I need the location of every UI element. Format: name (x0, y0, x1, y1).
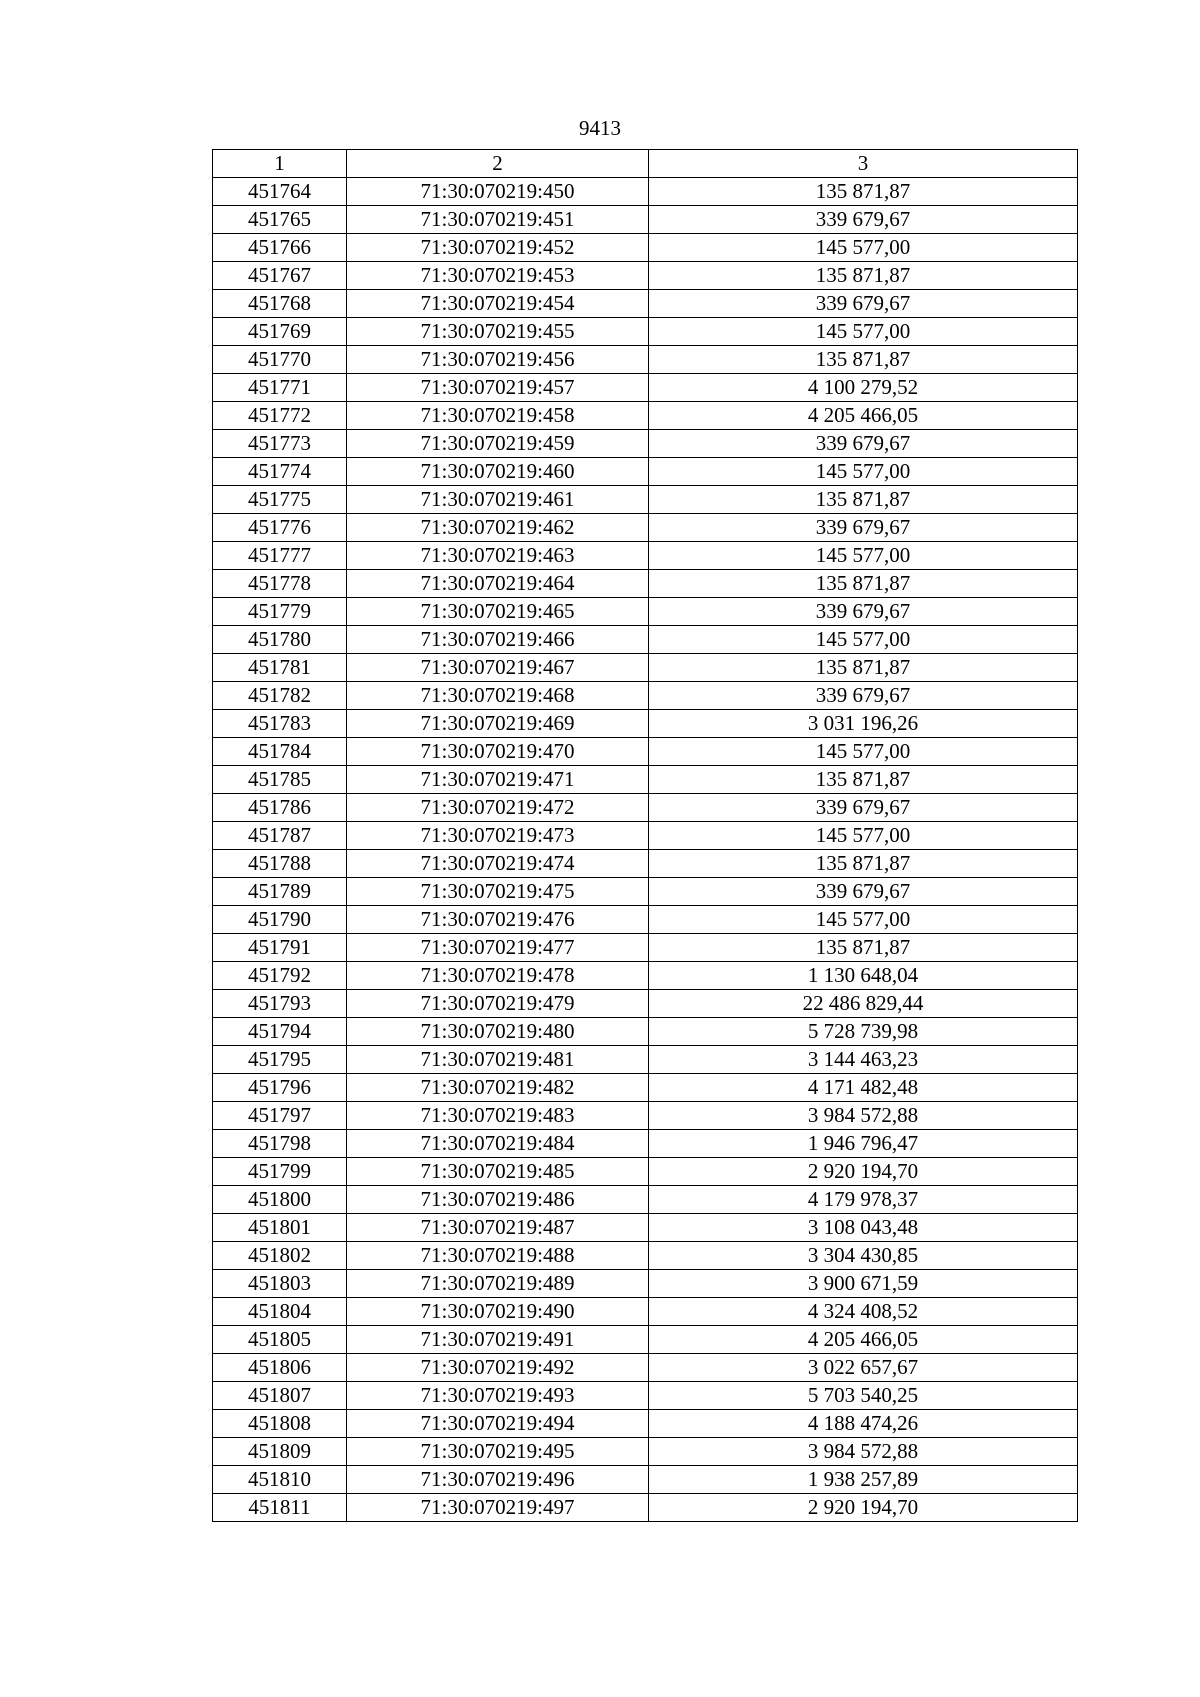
value-cell: 145 577,00 (649, 234, 1078, 262)
table-row (213, 318, 1078, 346)
table-row (213, 1158, 1078, 1186)
row-number-cell: 451811 (213, 1494, 347, 1522)
row-number-cell: 451780 (213, 626, 347, 654)
value-cell: 1 946 796,47 (649, 1130, 1078, 1158)
value-cell: 2 920 194,70 (649, 1494, 1078, 1522)
table-row (213, 1046, 1078, 1074)
cadastral-number-cell: 71:30:070219:451 (347, 206, 649, 234)
value-cell: 3 984 572,88 (649, 1438, 1078, 1466)
table-row (213, 206, 1078, 234)
value-cell: 4 179 978,37 (649, 1186, 1078, 1214)
value-cell: 135 871,87 (649, 654, 1078, 682)
value-cell: 4 171 482,48 (649, 1074, 1078, 1102)
value-cell: 2 920 194,70 (649, 1158, 1078, 1186)
table-row (213, 178, 1078, 206)
table-row (213, 1270, 1078, 1298)
cadastral-number-cell: 71:30:070219:492 (347, 1354, 649, 1382)
cadastral-number-cell: 71:30:070219:480 (347, 1018, 649, 1046)
value-cell: 339 679,67 (649, 206, 1078, 234)
table-header-row (213, 150, 1078, 178)
value-cell: 135 871,87 (649, 178, 1078, 206)
cadastral-number-cell: 71:30:070219:472 (347, 794, 649, 822)
value-cell: 145 577,00 (649, 626, 1078, 654)
row-number-cell: 451776 (213, 514, 347, 542)
cadastral-number-cell: 71:30:070219:476 (347, 906, 649, 934)
value-cell: 135 871,87 (649, 850, 1078, 878)
row-number-cell: 451807 (213, 1382, 347, 1410)
cadastral-number-cell: 71:30:070219:491 (347, 1326, 649, 1354)
header-cell-2: 2 (347, 150, 649, 178)
row-number-cell: 451772 (213, 402, 347, 430)
table-row (213, 570, 1078, 598)
value-cell: 145 577,00 (649, 822, 1078, 850)
table-row (213, 542, 1078, 570)
row-number-cell: 451793 (213, 990, 347, 1018)
row-number-cell: 451779 (213, 598, 347, 626)
table-row (213, 1354, 1078, 1382)
table-row (213, 430, 1078, 458)
value-cell: 135 871,87 (649, 766, 1078, 794)
value-cell: 145 577,00 (649, 318, 1078, 346)
cadastral-number-cell: 71:30:070219:454 (347, 290, 649, 318)
row-number-cell: 451806 (213, 1354, 347, 1382)
table-body (213, 150, 1078, 1522)
row-number-cell: 451799 (213, 1158, 347, 1186)
row-number-cell: 451805 (213, 1326, 347, 1354)
cadastral-number-cell: 71:30:070219:477 (347, 934, 649, 962)
table-row (213, 934, 1078, 962)
row-number-cell: 451771 (213, 374, 347, 402)
row-number-cell: 451802 (213, 1242, 347, 1270)
table-row (213, 962, 1078, 990)
row-number-cell: 451788 (213, 850, 347, 878)
value-cell: 3 984 572,88 (649, 1102, 1078, 1130)
table-row (213, 682, 1078, 710)
cadastral-number-cell: 71:30:070219:487 (347, 1214, 649, 1242)
row-number-cell: 451764 (213, 178, 347, 206)
table-row (213, 1382, 1078, 1410)
row-number-cell: 451766 (213, 234, 347, 262)
table-row (213, 822, 1078, 850)
row-number-cell: 451796 (213, 1074, 347, 1102)
table-row (213, 654, 1078, 682)
row-number-cell: 451782 (213, 682, 347, 710)
cadastral-number-cell: 71:30:070219:479 (347, 990, 649, 1018)
value-cell: 3 304 430,85 (649, 1242, 1078, 1270)
row-number-cell: 451778 (213, 570, 347, 598)
cadastral-number-cell: 71:30:070219:458 (347, 402, 649, 430)
value-cell: 22 486 829,44 (649, 990, 1078, 1018)
table-row (213, 262, 1078, 290)
table-row (213, 738, 1078, 766)
value-cell: 135 871,87 (649, 262, 1078, 290)
row-number-cell: 451786 (213, 794, 347, 822)
table-row (213, 290, 1078, 318)
row-number-cell: 451803 (213, 1270, 347, 1298)
cadastral-number-cell: 71:30:070219:466 (347, 626, 649, 654)
cadastral-number-cell: 71:30:070219:470 (347, 738, 649, 766)
cadastral-number-cell: 71:30:070219:456 (347, 346, 649, 374)
value-cell: 339 679,67 (649, 878, 1078, 906)
table-row (213, 1438, 1078, 1466)
row-number-cell: 451784 (213, 738, 347, 766)
header-cell-3: 3 (649, 150, 1078, 178)
value-cell: 4 188 474,26 (649, 1410, 1078, 1438)
table-row (213, 906, 1078, 934)
cadastral-number-cell: 71:30:070219:453 (347, 262, 649, 290)
value-cell: 145 577,00 (649, 738, 1078, 766)
table-row (213, 990, 1078, 1018)
cadastral-number-cell: 71:30:070219:482 (347, 1074, 649, 1102)
value-cell: 339 679,67 (649, 794, 1078, 822)
table-row (213, 878, 1078, 906)
cadastral-number-cell: 71:30:070219:460 (347, 458, 649, 486)
row-number-cell: 451768 (213, 290, 347, 318)
value-cell: 5 703 540,25 (649, 1382, 1078, 1410)
cadastral-number-cell: 71:30:070219:490 (347, 1298, 649, 1326)
cadastral-number-cell: 71:30:070219:478 (347, 962, 649, 990)
row-number-cell: 451769 (213, 318, 347, 346)
row-number-cell: 451785 (213, 766, 347, 794)
header-cell-1: 1 (213, 150, 347, 178)
row-number-cell: 451810 (213, 1466, 347, 1494)
cadastral-number-cell: 71:30:070219:486 (347, 1186, 649, 1214)
table-row (213, 346, 1078, 374)
cadastral-number-cell: 71:30:070219:474 (347, 850, 649, 878)
cadastral-number-cell: 71:30:070219:484 (347, 1130, 649, 1158)
value-cell: 339 679,67 (649, 598, 1078, 626)
table-row (213, 626, 1078, 654)
cadastral-number-cell: 71:30:070219:467 (347, 654, 649, 682)
cadastral-number-cell: 71:30:070219:488 (347, 1242, 649, 1270)
cadastral-number-cell: 71:30:070219:497 (347, 1494, 649, 1522)
table-row (213, 458, 1078, 486)
table-row (213, 374, 1078, 402)
value-cell: 135 871,87 (649, 346, 1078, 374)
cadastral-number-cell: 71:30:070219:483 (347, 1102, 649, 1130)
value-cell: 4 205 466,05 (649, 1326, 1078, 1354)
table-row (213, 1298, 1078, 1326)
table-row (213, 1186, 1078, 1214)
cadastral-number-cell: 71:30:070219:495 (347, 1438, 649, 1466)
row-number-cell: 451800 (213, 1186, 347, 1214)
cadastral-number-cell: 71:30:070219:496 (347, 1466, 649, 1494)
row-number-cell: 451804 (213, 1298, 347, 1326)
table-row (213, 1214, 1078, 1242)
cadastral-value-table (212, 149, 1078, 1522)
cadastral-number-cell: 71:30:070219:468 (347, 682, 649, 710)
cadastral-number-cell: 71:30:070219:459 (347, 430, 649, 458)
row-number-cell: 451773 (213, 430, 347, 458)
row-number-cell: 451792 (213, 962, 347, 990)
value-cell: 1 938 257,89 (649, 1466, 1078, 1494)
cadastral-number-cell: 71:30:070219:481 (347, 1046, 649, 1074)
table-row (213, 234, 1078, 262)
cadastral-number-cell: 71:30:070219:489 (347, 1270, 649, 1298)
row-number-cell: 451808 (213, 1410, 347, 1438)
table-row (213, 794, 1078, 822)
cadastral-number-cell: 71:30:070219:462 (347, 514, 649, 542)
row-number-cell: 451787 (213, 822, 347, 850)
table-row (213, 766, 1078, 794)
value-cell: 135 871,87 (649, 934, 1078, 962)
row-number-cell: 451801 (213, 1214, 347, 1242)
value-cell: 4 100 279,52 (649, 374, 1078, 402)
value-cell: 3 900 671,59 (649, 1270, 1078, 1298)
table-row (213, 1410, 1078, 1438)
row-number-cell: 451783 (213, 710, 347, 738)
value-cell: 339 679,67 (649, 290, 1078, 318)
value-cell: 4 205 466,05 (649, 402, 1078, 430)
value-cell: 135 871,87 (649, 570, 1078, 598)
cadastral-number-cell: 71:30:070219:475 (347, 878, 649, 906)
row-number-cell: 451797 (213, 1102, 347, 1130)
row-number-cell: 451798 (213, 1130, 347, 1158)
value-cell: 5 728 739,98 (649, 1018, 1078, 1046)
cadastral-number-cell: 71:30:070219:461 (347, 486, 649, 514)
table-row (213, 1130, 1078, 1158)
value-cell: 3 144 463,23 (649, 1046, 1078, 1074)
cadastral-number-cell: 71:30:070219:463 (347, 542, 649, 570)
table-row (213, 1494, 1078, 1522)
table-row (213, 1074, 1078, 1102)
table-row (213, 1102, 1078, 1130)
table-row (213, 598, 1078, 626)
cadastral-number-cell: 71:30:070219:464 (347, 570, 649, 598)
row-number-cell: 451777 (213, 542, 347, 570)
row-number-cell: 451795 (213, 1046, 347, 1074)
value-cell: 135 871,87 (649, 486, 1078, 514)
table-row (213, 486, 1078, 514)
table-row (213, 850, 1078, 878)
cadastral-number-cell: 71:30:070219:485 (347, 1158, 649, 1186)
cadastral-number-cell: 71:30:070219:469 (347, 710, 649, 738)
row-number-cell: 451765 (213, 206, 347, 234)
table-row (213, 514, 1078, 542)
table-row (213, 1466, 1078, 1494)
row-number-cell: 451790 (213, 906, 347, 934)
value-cell: 145 577,00 (649, 458, 1078, 486)
cadastral-number-cell: 71:30:070219:465 (347, 598, 649, 626)
cadastral-number-cell: 71:30:070219:455 (347, 318, 649, 346)
cadastral-number-cell: 71:30:070219:494 (347, 1410, 649, 1438)
value-cell: 339 679,67 (649, 514, 1078, 542)
cadastral-number-cell: 71:30:070219:471 (347, 766, 649, 794)
table-row (213, 1018, 1078, 1046)
row-number-cell: 451791 (213, 934, 347, 962)
value-cell: 4 324 408,52 (649, 1298, 1078, 1326)
value-cell: 145 577,00 (649, 542, 1078, 570)
cadastral-number-cell: 71:30:070219:493 (347, 1382, 649, 1410)
cadastral-number-cell: 71:30:070219:457 (347, 374, 649, 402)
cadastral-number-cell: 71:30:070219:450 (347, 178, 649, 206)
row-number-cell: 451794 (213, 1018, 347, 1046)
table-row (213, 1242, 1078, 1270)
value-cell: 339 679,67 (649, 682, 1078, 710)
value-cell: 145 577,00 (649, 906, 1078, 934)
cadastral-number-cell: 71:30:070219:473 (347, 822, 649, 850)
table-row (213, 1326, 1078, 1354)
value-cell: 3 031 196,26 (649, 710, 1078, 738)
page-number: 9413 (579, 116, 621, 140)
value-cell: 3 108 043,48 (649, 1214, 1078, 1242)
row-number-cell: 451767 (213, 262, 347, 290)
row-number-cell: 451789 (213, 878, 347, 906)
row-number-cell: 451774 (213, 458, 347, 486)
row-number-cell: 451781 (213, 654, 347, 682)
cadastral-number-cell: 71:30:070219:452 (347, 234, 649, 262)
table-row (213, 710, 1078, 738)
value-cell: 1 130 648,04 (649, 962, 1078, 990)
table-row (213, 402, 1078, 430)
value-cell: 3 022 657,67 (649, 1354, 1078, 1382)
row-number-cell: 451775 (213, 486, 347, 514)
value-cell: 339 679,67 (649, 430, 1078, 458)
row-number-cell: 451809 (213, 1438, 347, 1466)
row-number-cell: 451770 (213, 346, 347, 374)
